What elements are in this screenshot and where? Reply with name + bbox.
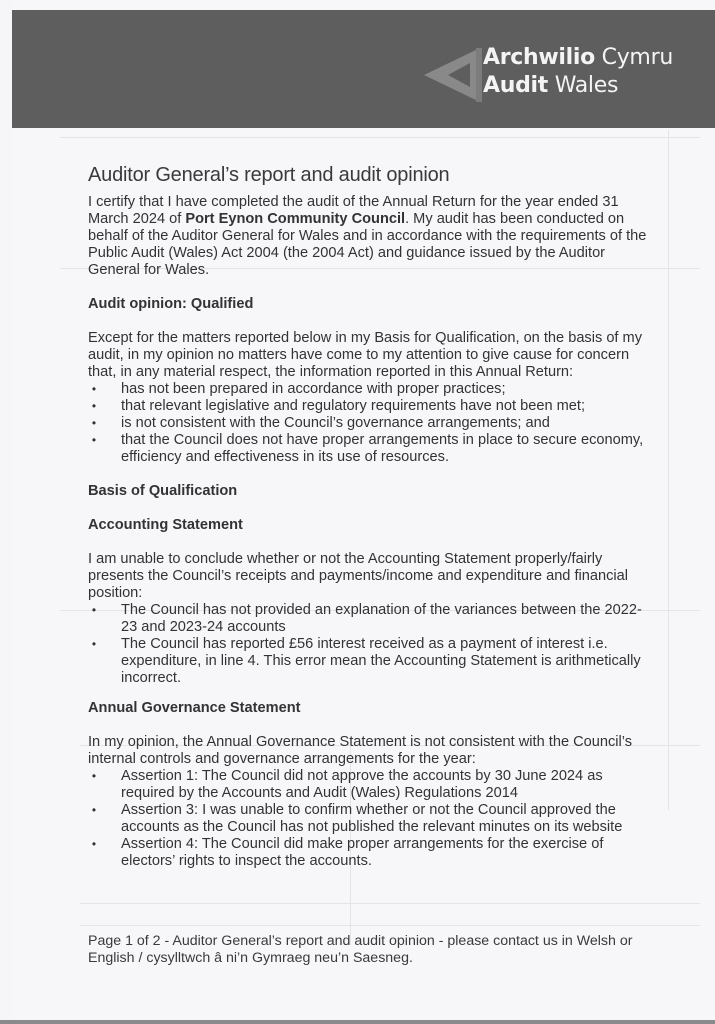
list-item — [88, 768, 648, 802]
opinion-bullet-list — [88, 381, 648, 466]
bullet-icon: • — [91, 837, 97, 851]
logo-welsh-bold: Archwilio — [483, 45, 595, 70]
governance-statement-heading: Annual Governance Statement — [88, 700, 301, 716]
accounting-bullet-list — [88, 602, 648, 687]
logo-english-line — [483, 72, 673, 100]
page-title: Auditor General’s report and audit opinion — [88, 164, 450, 186]
intro-text-1: I certify that I have completed the audit of the Annual Return for the year ended 31 March 2024 of — [88, 194, 619, 227]
bullet-icon: • — [91, 433, 97, 447]
bullet-icon: • — [91, 769, 97, 783]
bullet-icon: • — [91, 637, 97, 651]
governance-paragraph: In my opinion, the Annual Governance Statement is not consistent with the Council’s internal controls and governance arrangements for the year: — [88, 734, 633, 767]
report-body — [88, 163, 648, 870]
bullet-icon: • — [91, 382, 97, 396]
opinion-paragraph: Except for the matters reported below in my Basis for Qualification, on the basis of my audit, in my opinion no matters have come to my attention to give cause for concern that, in any material respect, the information reported in this Annual Return: — [88, 330, 642, 380]
list-item — [88, 836, 648, 870]
show-through-rule — [668, 130, 669, 810]
logo-welsh-line — [483, 44, 673, 72]
list-item-text: The Council has not provided an explanation of the variances between the 2022-23 and 2023-24 accounts — [121, 602, 642, 635]
list-item — [88, 602, 648, 636]
show-through-rule — [80, 925, 700, 926]
scan-bottom-edge — [0, 1020, 715, 1024]
logo-welsh-light: Cymru — [601, 45, 673, 70]
bullet-icon: • — [91, 603, 97, 617]
logo-english-light: Wales — [554, 73, 619, 98]
list-item-text: The Council has reported £56 interest received as a payment of interest i.e. expenditure, in line 4. This error mean the Accounting Statement is arithmetically incorrect. — [121, 636, 641, 686]
list-item-text: Assertion 1: The Council did not approve the accounts by 30 June 2024 as required by the Accounts and Audit (Wales) Regulations 2014 — [121, 768, 603, 801]
audit-wales-logo — [483, 44, 673, 100]
page-footer: Page 1 of 2 - Auditor General’s report and audit opinion - please contact us in Welsh or English / cysylltwch â ni’n Gymraeg neu’n Saesneg. — [88, 933, 633, 966]
accounting-paragraph: I am unable to conclude whether or not the Accounting Statement properly/fairly presents the Council’s receipts and payments/income and expenditure and financial position: — [88, 551, 629, 601]
accounting-statement-heading: Accounting Statement — [88, 517, 243, 533]
list-item — [88, 432, 648, 466]
list-item — [88, 802, 648, 836]
basis-heading: Basis of Qualification — [88, 483, 238, 499]
bullet-icon: • — [91, 399, 97, 413]
list-item — [88, 415, 648, 432]
bullet-icon: • — [91, 416, 97, 430]
logo-english-bold: Audit — [483, 73, 548, 98]
list-item — [88, 381, 648, 398]
show-through-rule — [60, 137, 700, 138]
intro-text-2: . My audit has been conducted on behalf of the Auditor General for Wales and in accordance with the requirements of the Public Audit (Wales) Act 2004 (the 2004 Act) and guidance issued by the Auditor General for Wales. — [88, 211, 647, 278]
list-item-text: has not been prepared in accordance with proper practices; — [121, 381, 506, 397]
council-name: Port Eynon Community Council — [185, 211, 406, 227]
list-item — [88, 398, 648, 415]
list-item-text: Assertion 4: The Council did make proper arrangements for the exercise of electors’ rights to inspect the accounts. — [121, 836, 604, 869]
show-through-rule — [80, 903, 700, 904]
list-item-text: is not consistent with the Council’s governance arrangements; and — [121, 415, 550, 431]
bullet-icon: • — [91, 803, 97, 817]
governance-bullet-list — [88, 768, 648, 870]
list-item-text: that relevant legislative and regulatory requirements have not been met; — [121, 398, 586, 414]
list-item-text: that the Council does not have proper arrangements in place to secure economy, efficiency and effectiveness in its use of resources. — [121, 432, 644, 465]
intro-paragraph — [88, 194, 648, 279]
triangle-logo-icon — [420, 48, 492, 102]
list-item — [88, 636, 648, 687]
audit-opinion-heading: Audit opinion: Qualified — [88, 296, 254, 312]
list-item-text: Assertion 3: I was unable to confirm whether or not the Council approved the accounts as the Council has not published the relevant minutes on its website — [121, 802, 623, 835]
